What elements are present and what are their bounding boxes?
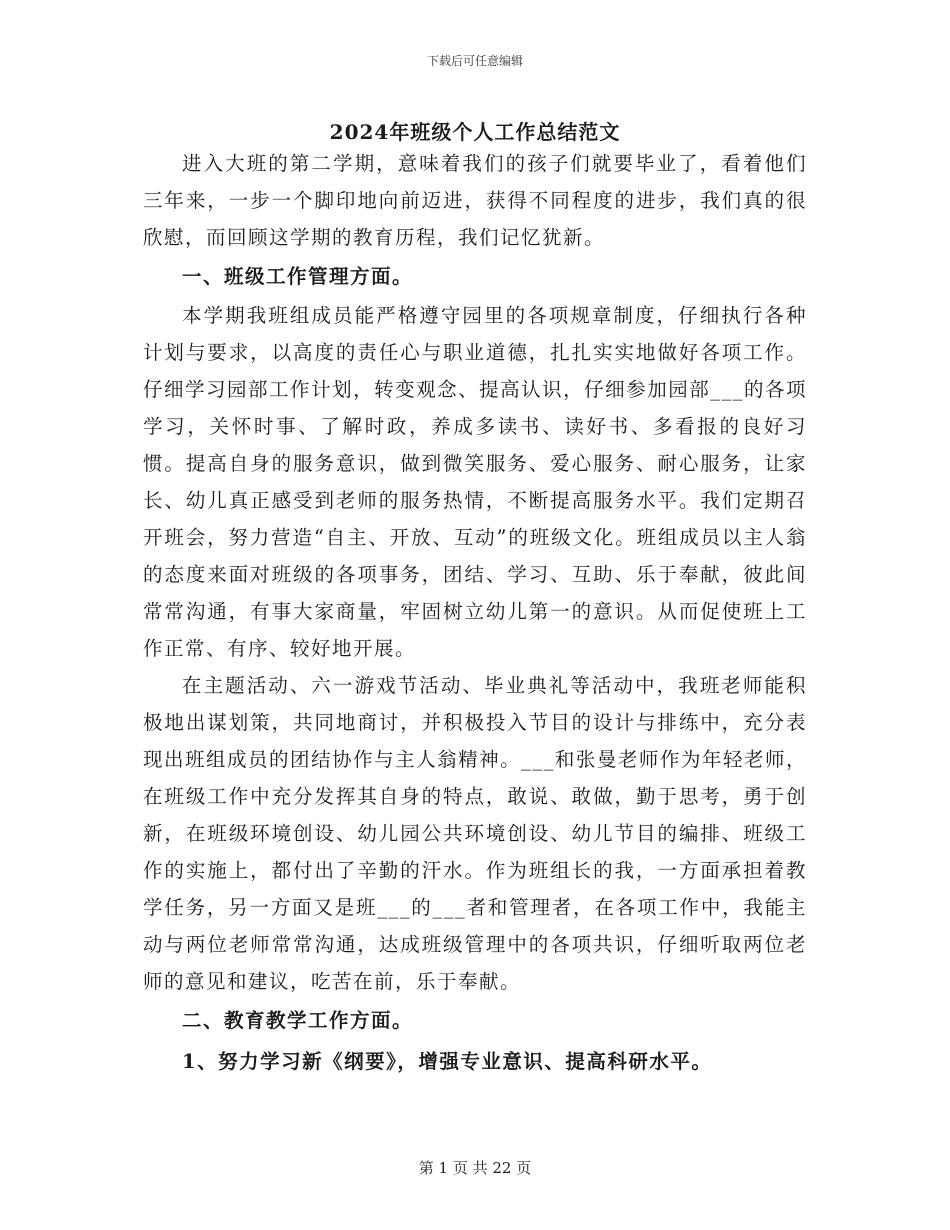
activities-paragraph: 在主题活动、六一游戏节活动、毕业典礼等活动中，我班老师能积极地出谋划策，共同地商讨，并积极投入节目的设计与排练中，充分表现出班组成员的团结协作与主人翁精神。___和张曼老师作为年轻老师，在班级工作中充分发挥其自身的特点，敢说、敢做，勤于思考，勇于创新，在班级环境创设、幼儿园公共环境创设、幼儿节目的编排、班级工作的实施上，都付出了辛勤的汗水。作为班组长的我，一方面承担着教学任务，另一方面又是班___的___者和管理者，在各项工作中，我能主动与两位老师常常沟通，达成班级管理中的各项共识，仔细听取两位老师的意见和建议，吃苦在前，乐于奉献。 — [143, 674, 807, 993]
subsection-heading-outline: 1、努力学习新《纲要》，增强专业意识、提高科研水平。 — [182, 1050, 713, 1073]
page-header-note: 下载后可任意编辑 — [426, 54, 523, 68]
document-body — [143, 145, 807, 1080]
document-title: 2024年班级个人工作总结范文 — [329, 120, 621, 144]
intro-paragraph: 进入大班的第二学期，意味着我们的孩子们就要毕业了，看着他们三年来，一步一个脚印地向前迈进，获得不同程度的进步，我们真的很欣慰，而回顾这学期的教育历程，我们记忆犹新。 — [143, 152, 807, 249]
page-number: 第 1 页 共 22 页 — [418, 1159, 532, 1177]
section-heading-class-management: 一、班级工作管理方面。 — [182, 265, 414, 288]
class-management-paragraph: 本学期我班组成员能严格遵守园里的各项规章制度，仔细执行各种计划与要求，以高度的责任心与职业道德，扎扎实实地做好各项工作。仔细学习园部工作计划，转变观念、提高认识，仔细参加园部___的各项学习，关怀时事、了解时政，养成多读书、读好书、多看报的良好习惯。提高自身的服务意识，做到微笑服务、爱心服务、耐心服务，让家长、幼儿真正感受到老师的服务热情，不断提高服务水平。我们定期召开班会，努力营造“自主、开放、互动”的班级文化。班组成员以主人翁的态度来面对班级的各项事务，团结、学习、互助、乐于奉献，彼此间常常沟通，有事大家商量，牢固树立幼儿第一的意识。从而促使班上工作正常、有序、较好地开展。 — [143, 304, 807, 660]
section-heading-teaching: 二、教育教学工作方面。 — [182, 1009, 414, 1032]
